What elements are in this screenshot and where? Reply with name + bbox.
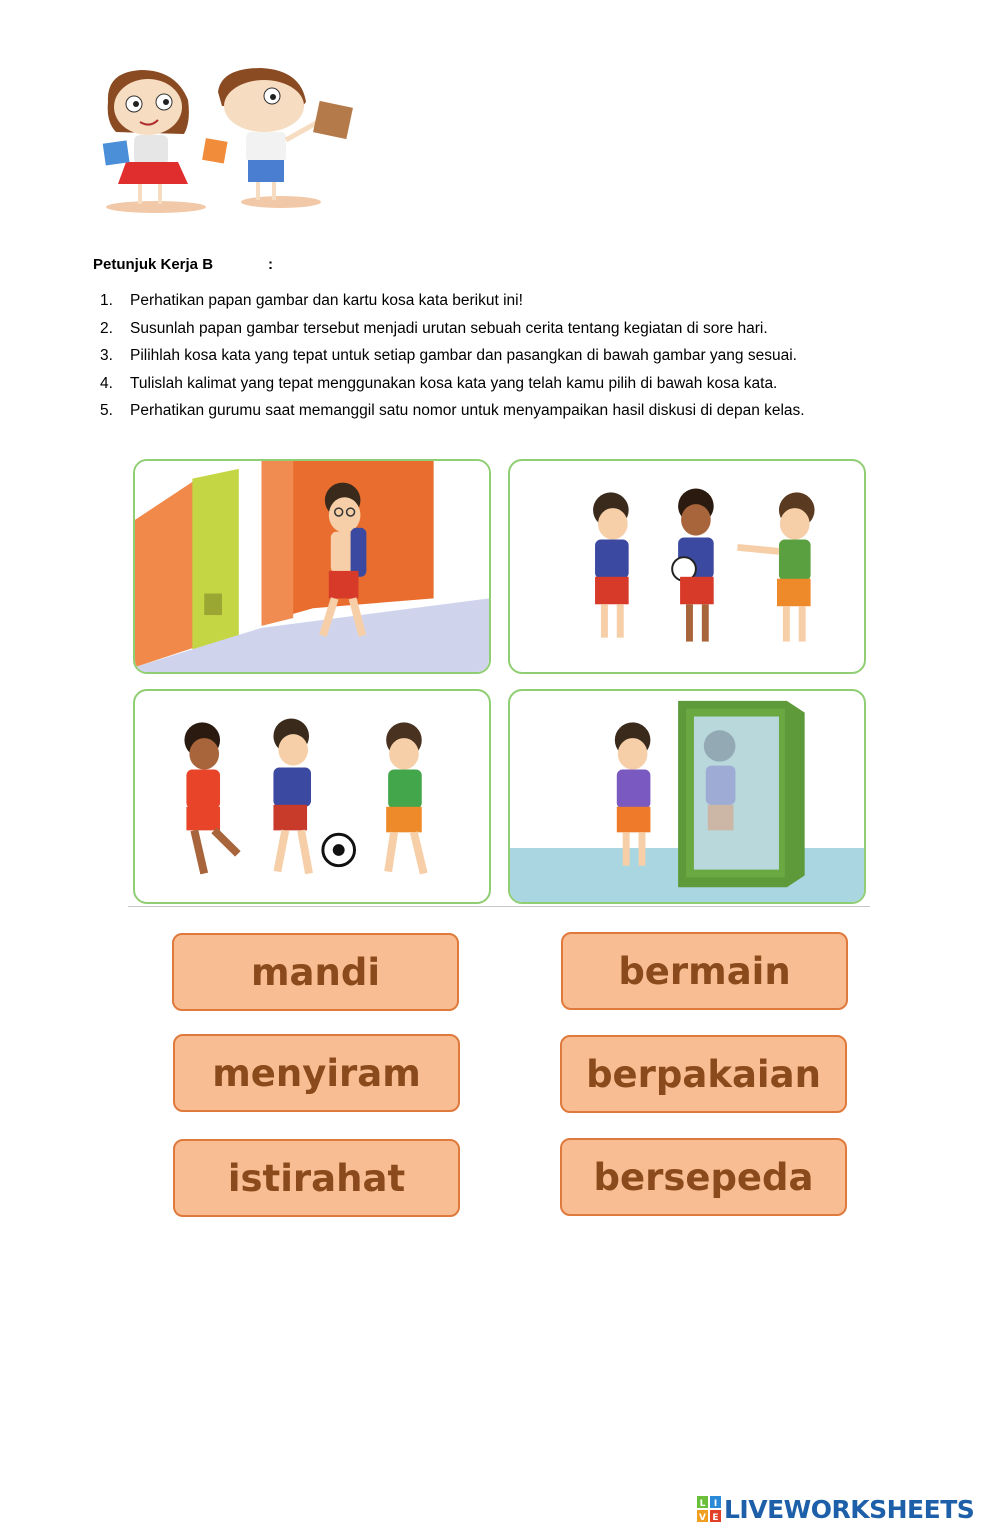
instruction-text: Tulislah kalimat yang tepat menggunakan kosa kata yang telah kamu pilih di bawah kosa kata. [130,374,778,392]
word-card-berpakaian[interactable]: berpakaian [560,1035,847,1113]
word-card-bersepeda[interactable]: bersepeda [560,1138,847,1216]
instruction-item [100,318,960,346]
instruction-number: 4. [100,374,113,392]
instruction-number: 3. [100,347,113,364]
svg-text:L: L [699,1499,706,1509]
instruction-number: 2. [100,319,113,337]
instructions-title: Petunjuk Kerja B [93,256,214,273]
liveworksheets-wordmark: LIVEWORKSHEETS [724,1494,975,1524]
instructions-colon: : [268,256,273,273]
children-illustration [96,62,358,218]
divider-line [128,906,870,907]
instruction-text: Pilihlah kosa kata yang tepat untuk setiap gambar dan pasangkan di bawah gambar yang sesuai. [130,347,797,364]
instruction-number: 5. [100,402,113,419]
instruction-item [100,373,960,401]
instruction-item [100,345,960,373]
instruction-text: Susunlah papan gambar tersebut menjadi urutan sebuah cerita tentang kegiatan di sore hari. [130,319,768,337]
picture-panel-bathroom [133,459,491,674]
instruction-text: Perhatikan papan gambar dan kartu kosa kata berikut ini! [130,292,523,309]
svg-text:E: E [712,1513,719,1522]
picture-panel-mirror [508,689,866,904]
word-card-istirahat[interactable]: istirahat [173,1139,460,1217]
picture-panel-dirty-boys [508,459,866,674]
word-card-mandi[interactable]: mandi [172,933,459,1011]
word-card-bermain[interactable]: bermain [561,932,848,1010]
instruction-item [100,400,960,428]
instruction-item [100,290,960,318]
instruction-number: 1. [100,292,113,309]
liveworksheets-brand[interactable] [697,1494,974,1524]
instruction-text: Perhatikan gurumu saat memanggil satu nomor untuk menyampaikan hasil diskusi di depan kelas. [130,402,805,419]
liveworksheets-logo-icon [697,1496,721,1522]
svg-text:V: V [699,1513,706,1522]
picture-panel-football [133,689,491,904]
word-card-menyiram[interactable]: menyiram [173,1034,460,1112]
svg-text:I: I [713,1499,718,1509]
instructions-list [100,290,960,428]
